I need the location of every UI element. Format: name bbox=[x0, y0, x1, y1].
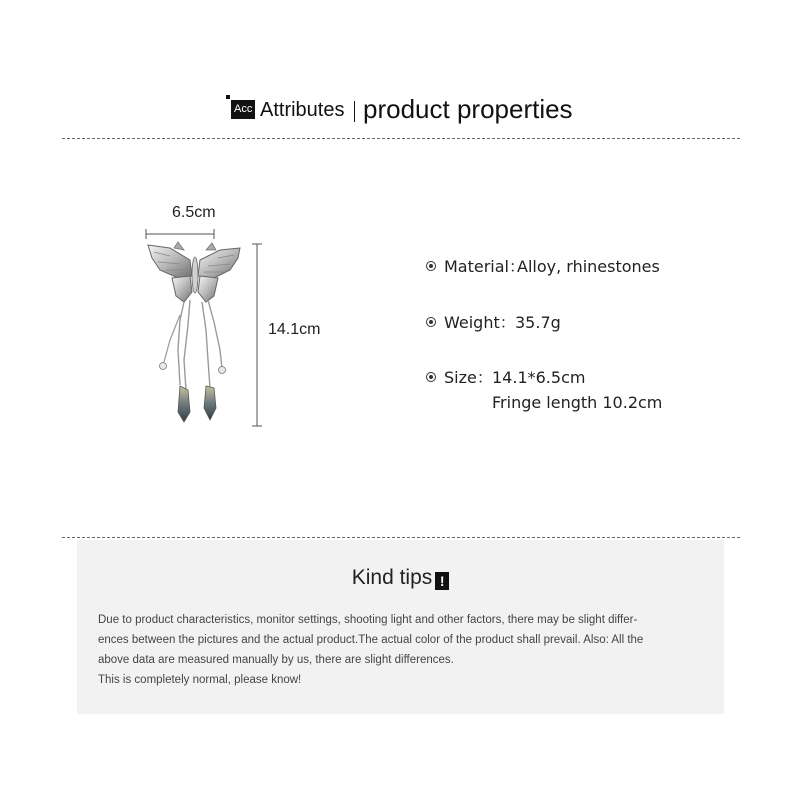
kind-tips-title: Kind tips bbox=[351, 566, 433, 589]
product-image bbox=[140, 200, 340, 440]
exclamation-icon: ! bbox=[435, 572, 449, 590]
tips-line: Due to product characteristics, monitor settings, shooting light and other factors, there may be slight differ- bbox=[98, 614, 638, 626]
kind-tips-panel bbox=[77, 540, 724, 714]
attribute-value: Alloy, rhinestones bbox=[517, 257, 660, 276]
attribute-value: 35.7g bbox=[515, 313, 561, 332]
width-dimension-label: 6.5cm bbox=[172, 204, 216, 221]
tips-line: above data are measured manually by us, there are slight differences. bbox=[98, 654, 454, 666]
bullet-icon bbox=[426, 372, 436, 382]
header-dot bbox=[226, 95, 230, 99]
middle-dashed-divider bbox=[62, 537, 740, 538]
section-header bbox=[0, 88, 800, 132]
page-title: product properties bbox=[363, 94, 573, 124]
bullet-icon bbox=[426, 317, 436, 327]
attributes-label: Attributes bbox=[260, 99, 345, 121]
attribute-label: Weight： bbox=[444, 313, 516, 332]
title-divider bbox=[354, 101, 355, 122]
attribute-value: 14.1*6.5cm bbox=[492, 368, 586, 387]
attribute-label: Size： bbox=[444, 368, 493, 387]
acc-badge: Acc bbox=[231, 100, 255, 119]
attribute-label: Material： bbox=[444, 257, 526, 276]
attribute-value-secondary: Fringe length 10.2cm bbox=[492, 393, 663, 412]
tips-line: This is completely normal, please know! bbox=[98, 674, 302, 686]
kind-tips-text bbox=[98, 610, 710, 690]
height-dimension-label: 14.1cm bbox=[268, 321, 321, 338]
top-dashed-divider bbox=[62, 138, 740, 139]
tips-line: ences between the pictures and the actual product.The actual color of the product shall prevail. Also: All the bbox=[98, 634, 644, 646]
butterfly-hairpin-illustration bbox=[140, 200, 340, 440]
bullet-icon bbox=[426, 261, 436, 271]
kind-tips-heading bbox=[77, 566, 724, 590]
